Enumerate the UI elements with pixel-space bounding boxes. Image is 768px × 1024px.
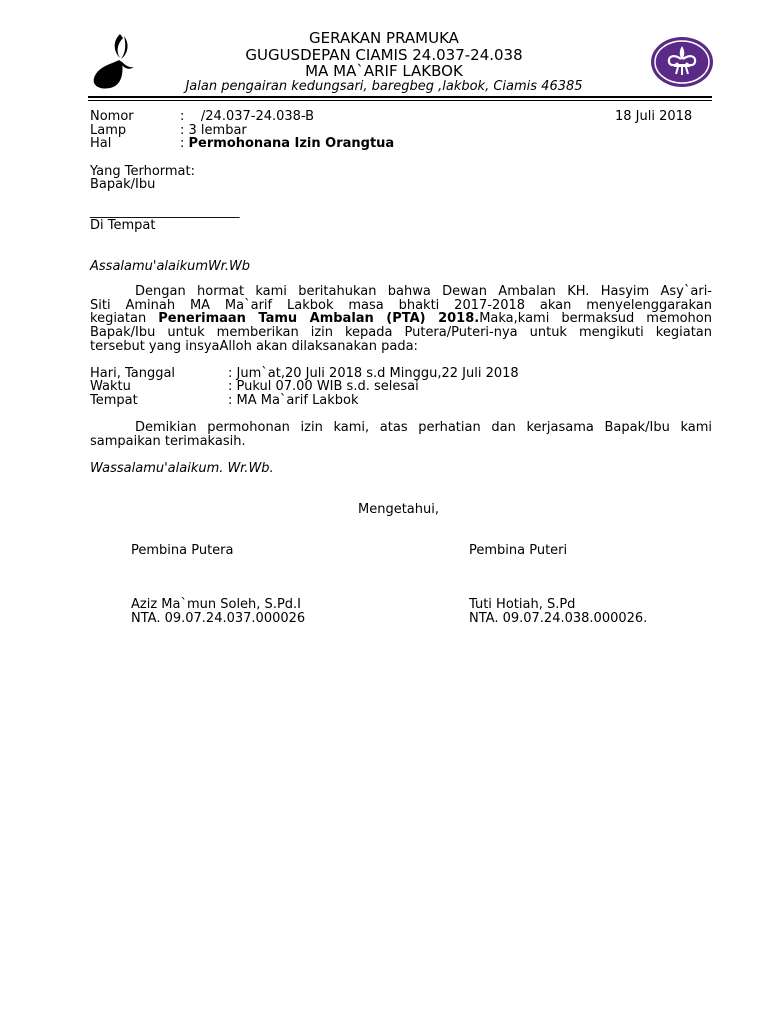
letterhead-address: Jalan pengairan kedungsari, baregbeg ,lakbok, Ciamis 46385	[185, 79, 583, 94]
detail-label-place: Tempat	[90, 393, 138, 408]
lamp-label: Lamp	[90, 123, 127, 138]
lamp-value: : 3 lembar	[180, 123, 247, 138]
right-signer-title: Pembina Puteri	[469, 543, 568, 558]
closing-salam: Wassalamu'alaikum. Wr.Wb.	[90, 461, 274, 476]
left-signer-title: Pembina Putera	[131, 543, 234, 558]
greeting: Assalamu'alaikumWr.Wb	[90, 259, 251, 274]
recipient-salutation: Yang Terhormat:	[90, 164, 196, 179]
hal-value: Permohonana Izin Orangtua	[188, 136, 395, 151]
body-line-2: Siti Aminah MA Ma`arif Lakbok masa bhakti 2017-2018 akan menyelenggarakan	[90, 298, 712, 313]
body-line-1: Dengan hormat kami beritahukan bahwa Dewan Ambalan KH. Hasyim Asy`ari-	[135, 284, 712, 299]
letterhead-school: MA MA`ARIF LAKBOK	[305, 62, 463, 80]
recipient-blank-line: _______________________	[90, 204, 240, 219]
closing-line-1: Demikian permohonan izin kami, atas perhatian dan kerjasama Bapak/Ibu kami	[135, 420, 712, 435]
body-line-3-pre: kegiatan	[90, 311, 159, 326]
letterhead-org: GERAKAN PRAMUKA	[309, 29, 459, 47]
letter-date: 18 Juli 2018	[615, 109, 693, 124]
header-divider-thin	[88, 100, 712, 101]
nomor-value: : /24.037-24.038-B	[180, 109, 315, 124]
body-line-4: Bapak/Ibu untuk memberikan izin kepada Putera/Puteri-nya untuk mengikuti kegiatan	[90, 325, 712, 340]
detail-value-place: : MA Ma`arif Lakbok	[228, 393, 359, 408]
left-signer-name: Aziz Ma`mun Soleh, S.Pd.I	[131, 597, 302, 612]
hal-colon: :	[180, 136, 189, 151]
body-line-3	[90, 312, 712, 325]
letterhead-unit: GUGUSDEPAN CIAMIS 24.037-24.038	[245, 46, 523, 64]
right-signer-name: Tuti Hotiah, S.Pd	[469, 597, 576, 612]
hal-label: Hal	[90, 136, 112, 151]
nomor-label: Nomor	[90, 109, 134, 124]
event-name: Penerimaan Tamu Ambalan (PTA) 2018.	[158, 311, 480, 326]
recipient-name: Bapak/Ibu	[90, 177, 156, 192]
right-signer-nta: NTA. 09.07.24.038.000026.	[469, 611, 648, 626]
body-line-5: tersebut yang insyaAlloh akan dilaksanakan pada:	[90, 339, 418, 354]
recipient-place: Di Tempat	[90, 218, 156, 233]
body-line-3-post: Maka,kami bermaksud memohon	[479, 311, 712, 326]
mengetahui: Mengetahui,	[358, 502, 439, 517]
detail-value-day: : Jum`at,20 Juli 2018 s.d Minggu,22 Juli 2018	[228, 366, 519, 381]
closing-line-2: sampaikan terimakasih.	[90, 434, 246, 449]
left-signer-nta: NTA. 09.07.24.037.000026	[131, 611, 306, 626]
hal-line	[180, 137, 394, 150]
detail-label-day: Hari, Tanggal	[90, 366, 176, 381]
header-divider-thick	[88, 96, 712, 98]
detail-value-time: : Pukul 07.00 WIB s.d. selesai	[228, 379, 419, 394]
detail-label-time: Waktu	[90, 379, 131, 394]
